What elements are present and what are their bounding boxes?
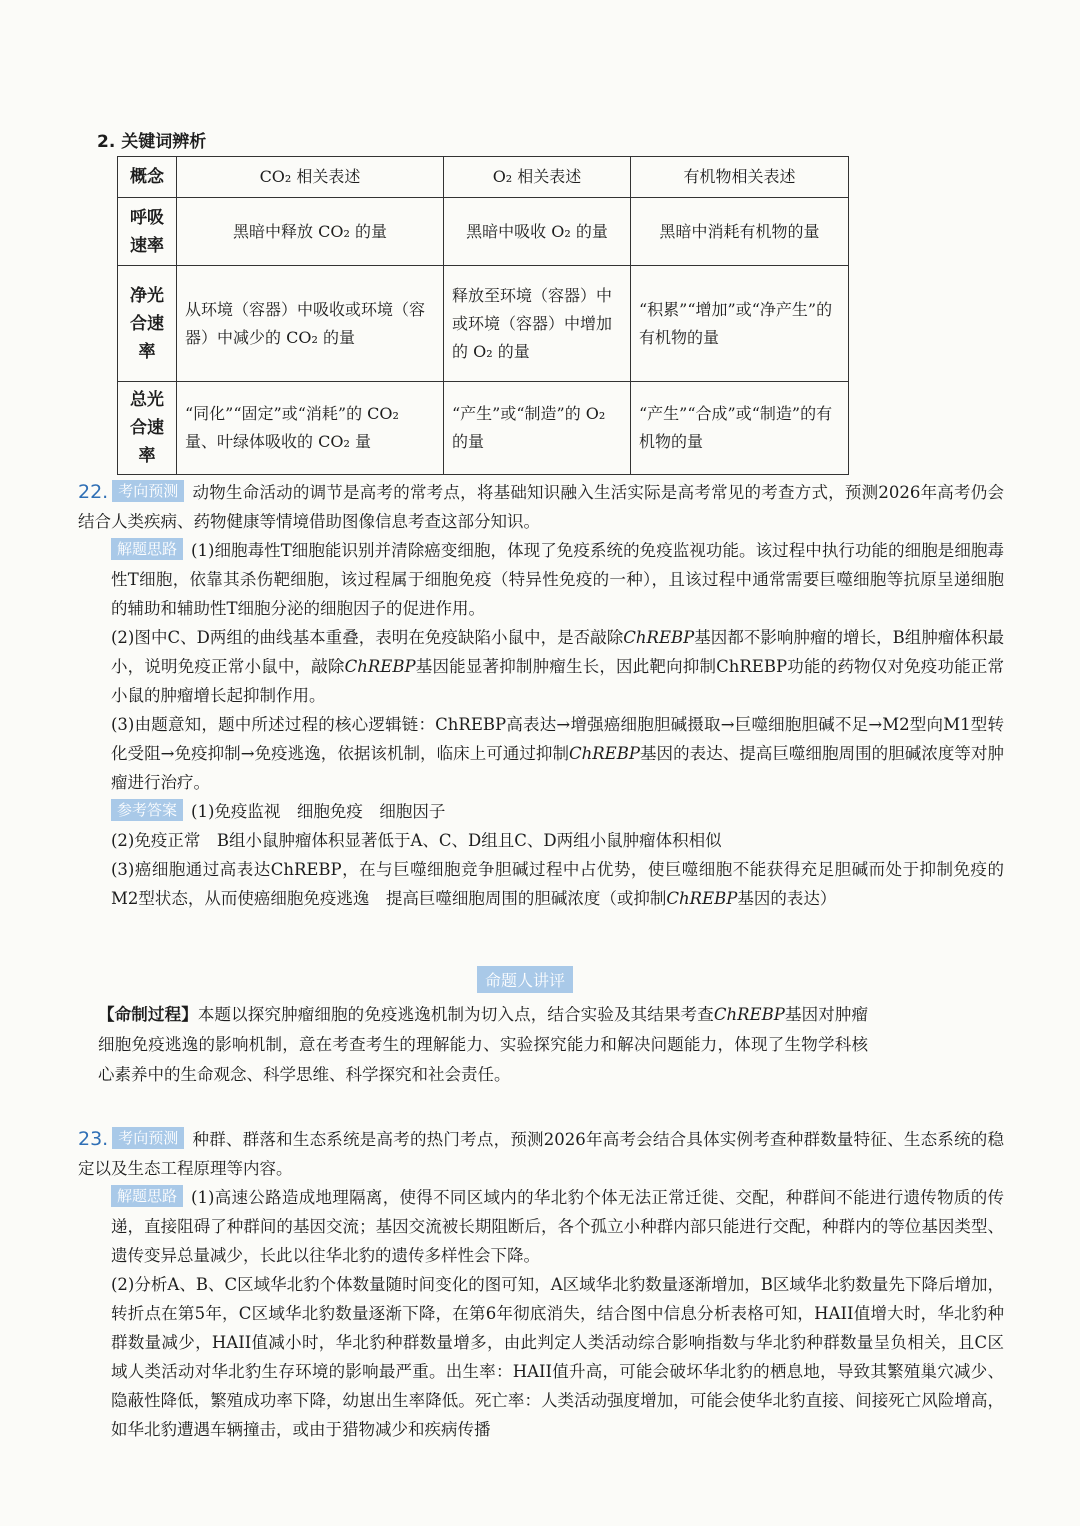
table-header-cell: 有机物相关表述 <box>631 157 849 198</box>
q23-prediction-text: 种群、群落和生态系统是高考的热门考点，预测2026年高考会结合具体实例考查种群数量特征、生态系统的稳定以及生态工程原理等内容。 <box>78 1130 1004 1178</box>
table-cell: “产生”或“制造”的 O₂ 的量 <box>444 382 631 475</box>
text: (3)癌细胞通过高表达ChREBP，在与巨噬细胞竞争胆碱过程中占优势，使巨噬细胞不能获得充足胆碱而处于抑制免疫的M2型状态，从而使癌细胞免疫逃逸 提高巨噬细胞周围的胆碱浓度（或抑制 <box>111 860 1004 908</box>
commentary-banner: 命题人讲评 <box>477 966 573 993</box>
gene-name: ChREBP <box>344 657 416 676</box>
text: 基因的表达、提高巨噬细胞周围的胆碱浓度等对肿瘤进行治疗。 <box>111 744 1005 792</box>
answer-3 <box>78 855 1004 913</box>
table-row <box>118 382 849 475</box>
gene-name: ChREBP <box>713 1005 785 1024</box>
table-cell: 黑暗中消耗有机物的量 <box>631 198 849 266</box>
answer-1: (1)免疫监视 细胞免疫 细胞因子 <box>191 802 446 821</box>
table-row <box>118 198 849 266</box>
question-number: 22. <box>78 481 109 503</box>
text: 基因都不影响肿瘤的增长，B组肿瘤体积最小，说明免疫正常小鼠中，敲除 <box>111 628 1004 676</box>
q22-analysis-3 <box>78 710 1004 797</box>
text: 本题以探究肿瘤细胞的免疫逃逸机制为切入点，结合实验及其结果考查 <box>197 1005 714 1024</box>
q23-analysis-2: (2)分析A、B、C区域华北豹个体数量随时间变化的图可知，A区域华北豹数量逐渐增加，B区域华北豹数量先下降后增加，转折点在第5年，C区域华北豹数量逐渐下降，在第6年彻底消失，结合图中信息分析表格可知，HAII值增大时，华北豹种群数量减少，HAII值减小时，华北豹种群数量增多，由此判定人类活动综合影响指数与华北豹种群数量呈负相关，且C区域人类活动对华北豹生存环境的影响最严重。出生率：HAII值升高，可能会破坏华北豹的栖息地，导致其繁殖巢穴减少、隐蔽性降低，繁殖成功率下降，幼崽出生率降低。死亡率：人类活动强度增加，可能会使华北豹直接、间接死亡风险增高，如华北豹遭遇车辆撞击，或由于猎物减少和疾病传播 <box>111 1275 1004 1439</box>
gene-name: ChREBP <box>569 744 640 763</box>
tag-prediction: 考向预测 <box>112 1127 184 1149</box>
text: 基因能显著抑制肿瘤生长，因此靶向抑制ChREBP功能的药物仅对免疫功能正常小鼠的肿瘤增长起抑制作用。 <box>111 657 1005 705</box>
table-cell: 释放至环境（容器）中或环境（容器）中增加的 O₂ 的量 <box>444 266 631 382</box>
text: (3)由题意知，题中所述过程的核心逻辑链：ChREBP高表达→增强癌细胞胆碱摄取→巨噬细胞胆碱不足→M2型向M1型转化受阻→免疫抑制→免疫逃逸，依据该机制，临床上可通过抑制 <box>111 715 1004 763</box>
table-header-cell: O₂ 相关表述 <box>444 157 631 198</box>
text: (2)图中C、D两组的曲线基本重叠，表明在免疫缺陷小鼠中，是否敲除 <box>111 628 624 647</box>
table-cell: 黑暗中吸收 O₂ 的量 <box>444 198 631 266</box>
table-cell: “积累”“增加”或“净产生”的有机物的量 <box>631 266 849 382</box>
table-header-cell: 概念 <box>118 157 177 198</box>
q23-analysis-1: (1)高速公路造成地理隔离，使得不同区域内的华北豹个体无法正常迁徙、交配，种群间不能进行遗传物质的传递，直接阻碍了种群间的基因交流；基因交流被长期阻断后，各个孤立小种群内部只能进行交配，种群内的等位基因类型、遗传变异总量减少，长此以往华北豹的遗传多样性会下降。 <box>111 1188 1004 1265</box>
text: 基因的表达） <box>737 889 837 908</box>
tag-answer: 参考答案 <box>111 799 183 821</box>
table-header-row <box>118 157 849 198</box>
answer-2: (2)免疫正常 B组小鼠肿瘤体积显著低于A、C、D组且C、D两组小鼠肿瘤体积相似 <box>111 831 722 850</box>
text: 基因对肿瘤细胞免疫逃逸的影响机制，意在考查考生的理解能力、实验探究能力和解决问题能力，体现了生物学科核心素养中的生命观念、科学思维、科学探究和社会责任。 <box>98 1005 869 1084</box>
question-number: 23. <box>78 1128 109 1150</box>
q22-prediction-text: 动物生命活动的调节是高考的常考点，将基础知识融入生活实际是高考常见的考查方式，预测2026年高考仍会结合人类疾病、药物健康等情境借助图像信息考查这部分知识。 <box>78 483 1004 531</box>
gene-name: ChREBP <box>623 628 695 647</box>
q22-prediction <box>78 478 1004 536</box>
commentary <box>98 1000 868 1090</box>
q22-analysis-2 <box>78 623 1004 710</box>
question-22 <box>78 478 1004 913</box>
table-cell: 黑暗中释放 CO₂ 的量 <box>177 198 444 266</box>
q23-analysis <box>78 1183 1004 1270</box>
table-cell: “产生”“合成”或“制造”的有机物的量 <box>631 382 849 475</box>
q22-answer <box>78 797 1004 826</box>
q22-analysis-1: (1)细胞毒性T细胞能识别并清除癌变细胞，体现了免疫系统的免疫监视功能。该过程中执行功能的细胞是细胞毒性T细胞，依靠其杀伤靶细胞，该过程属于细胞免疫（特异性免疫的一种），且该过程中通常需要巨噬细胞等抗原呈递细胞的辅助和辅助性T细胞分泌的细胞因子的促进作用。 <box>111 541 1004 618</box>
table-row-label: 净光合速率 <box>118 266 177 382</box>
table-cell: 从环境（容器）中吸收或环境（容器）中减少的 CO₂ 的量 <box>177 266 444 382</box>
section-title: 2. 关键词辨析 <box>97 132 207 152</box>
commentary-label: 【命制过程】 <box>98 1005 198 1024</box>
table-row-label: 呼吸速率 <box>118 198 177 266</box>
q23-prediction <box>78 1125 1004 1183</box>
table-header-cell: CO₂ 相关表述 <box>177 157 444 198</box>
keyword-table <box>117 156 849 475</box>
table-cell: “同化”“固定”或“消耗”的 CO₂ 量、叶绿体吸收的 CO₂ 量 <box>177 382 444 475</box>
tag-analysis: 解题思路 <box>111 538 183 560</box>
tag-analysis: 解题思路 <box>111 1185 183 1207</box>
table-row-label: 总光合速率 <box>118 382 177 475</box>
tag-prediction: 考向预测 <box>112 480 184 502</box>
gene-name: ChREBP <box>666 889 738 908</box>
question-23 <box>78 1125 1004 1444</box>
table-row <box>118 266 849 382</box>
q22-analysis <box>78 536 1004 623</box>
